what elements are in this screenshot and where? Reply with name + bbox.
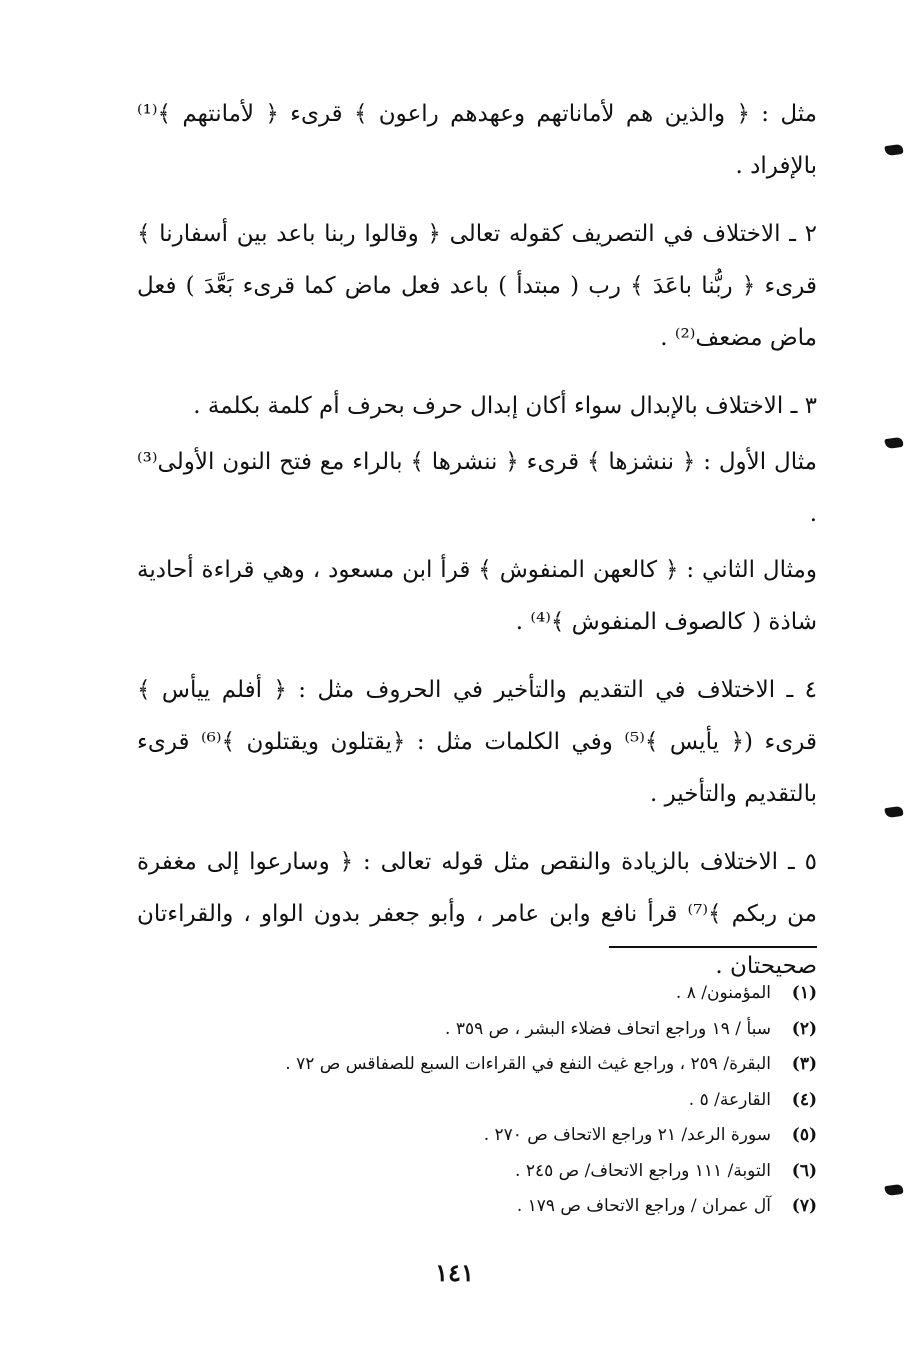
paragraph-item-2: ٢ ـ الاختلاف في التصريف كقوله تعالى ﴿ وقالوا ربنا باعد بين أسفارنا ﴾ قرىء ﴿ ربُّنا باعَدَ ﴾ رب ( مبتدأ ) باعد فعل ماض كما قرىء بَعَّدَ ) فعل ماض مضعف⁽²⁾ . xyxy=(137,221,817,351)
footnote-number: (١) xyxy=(791,983,817,1003)
paragraph-item-5: ٥ ـ الاختلاف بالزيادة والنقص مثل قوله تعالى : ﴿ وسارعوا إلى مغفرة من ربكم ﴾⁽⁷⁾ قرأ نافع وابن عامر ، وأبو جعفر بدون الواو ، والقراءتان صحيحتان . xyxy=(137,849,818,979)
footnote-item xyxy=(117,1118,817,1154)
footnote-text: سورة الرعد/ ٢١ وراجع الاتحاف ص ٢٧٠ . xyxy=(483,1125,771,1145)
footnote-number: (٣) xyxy=(791,1054,817,1074)
footnote-number: (٤) xyxy=(791,1089,817,1110)
margin-mark xyxy=(884,437,903,449)
footnote-text: القارعة/ ٥ . xyxy=(688,1089,771,1110)
main-text xyxy=(137,88,817,1008)
margin-mark xyxy=(884,806,903,818)
footnote-number: (٦) xyxy=(791,1160,817,1181)
paragraph-item-4: ٤ ـ الاختلاف في التقديم والتأخير في الحروف مثل : ﴿ أفلم ييأس ﴾ قرىء (﴿ يأيس ﴾⁽⁵⁾ وفي الكلمات مثل : ﴿يقتلون ويقتلون ﴾⁽⁶⁾ قرىء بالتقديم والتأخير . xyxy=(137,677,817,807)
footnote-item xyxy=(117,1154,817,1190)
footnote-text: التوبة/ ١١١ وراجع الاتحاف/ ص ٢٤٥ . xyxy=(515,1160,771,1181)
footnote-text: آل عمران / وراجع الاتحاف ص ١٧٩ . xyxy=(516,1196,771,1216)
footnote-item xyxy=(117,1189,817,1225)
footnote-item xyxy=(117,976,817,1012)
footnote-text: البقرة/ ٢٥٩ ، وراجع غيث النفع في القراءات السبع للصفاقس ص ٧٢ . xyxy=(285,1054,771,1074)
footnote-item xyxy=(117,1083,817,1119)
paragraph-example-second: ومثال الثاني : ﴿ كالعهن المنفوش ﴾ قرأ ابن مسعود ، وهي قراءة أحادية شاذة ( كالصوف المنفوش ﴾⁽⁴⁾ . xyxy=(137,557,817,635)
footnote-number: (٧) xyxy=(791,1196,817,1216)
paragraph-example-1: مثل : ﴿ والذين هم لأماناتهم وعهدهم راعون ﴾ قرىء ﴿ لأمانتهم ﴾⁽¹⁾ بالإفراد . xyxy=(137,101,817,179)
footnote-divider xyxy=(609,946,817,948)
margin-mark xyxy=(884,1184,903,1196)
footnote-text: سبأ / ١٩ وراجع اتحاف فضلاء البشر ، ص ٣٥٩ . xyxy=(445,1018,771,1039)
footnote-text: المؤمنون/ ٨ . xyxy=(675,983,771,1003)
margin-mark xyxy=(884,144,903,156)
footnote-number: (٥) xyxy=(791,1125,817,1145)
footnote-item xyxy=(117,1047,817,1083)
footnote-number: (٢) xyxy=(791,1018,817,1039)
paragraph-example-first: مثال الأول : ﴿ ننشزها ﴾ قرىء ﴿ ننشرها ﴾ بالراء مع فتح النون الأولى⁽³⁾ . xyxy=(137,449,817,527)
footnote-item xyxy=(117,1012,817,1048)
footnotes-list xyxy=(117,976,817,1225)
paragraph-item-3: ٣ ـ الاختلاف بالإبدال سواء أكان إبدال حرف بحرف أم كلمة بكلمة . xyxy=(193,393,817,419)
page-number: ١٤١ xyxy=(435,1258,474,1287)
